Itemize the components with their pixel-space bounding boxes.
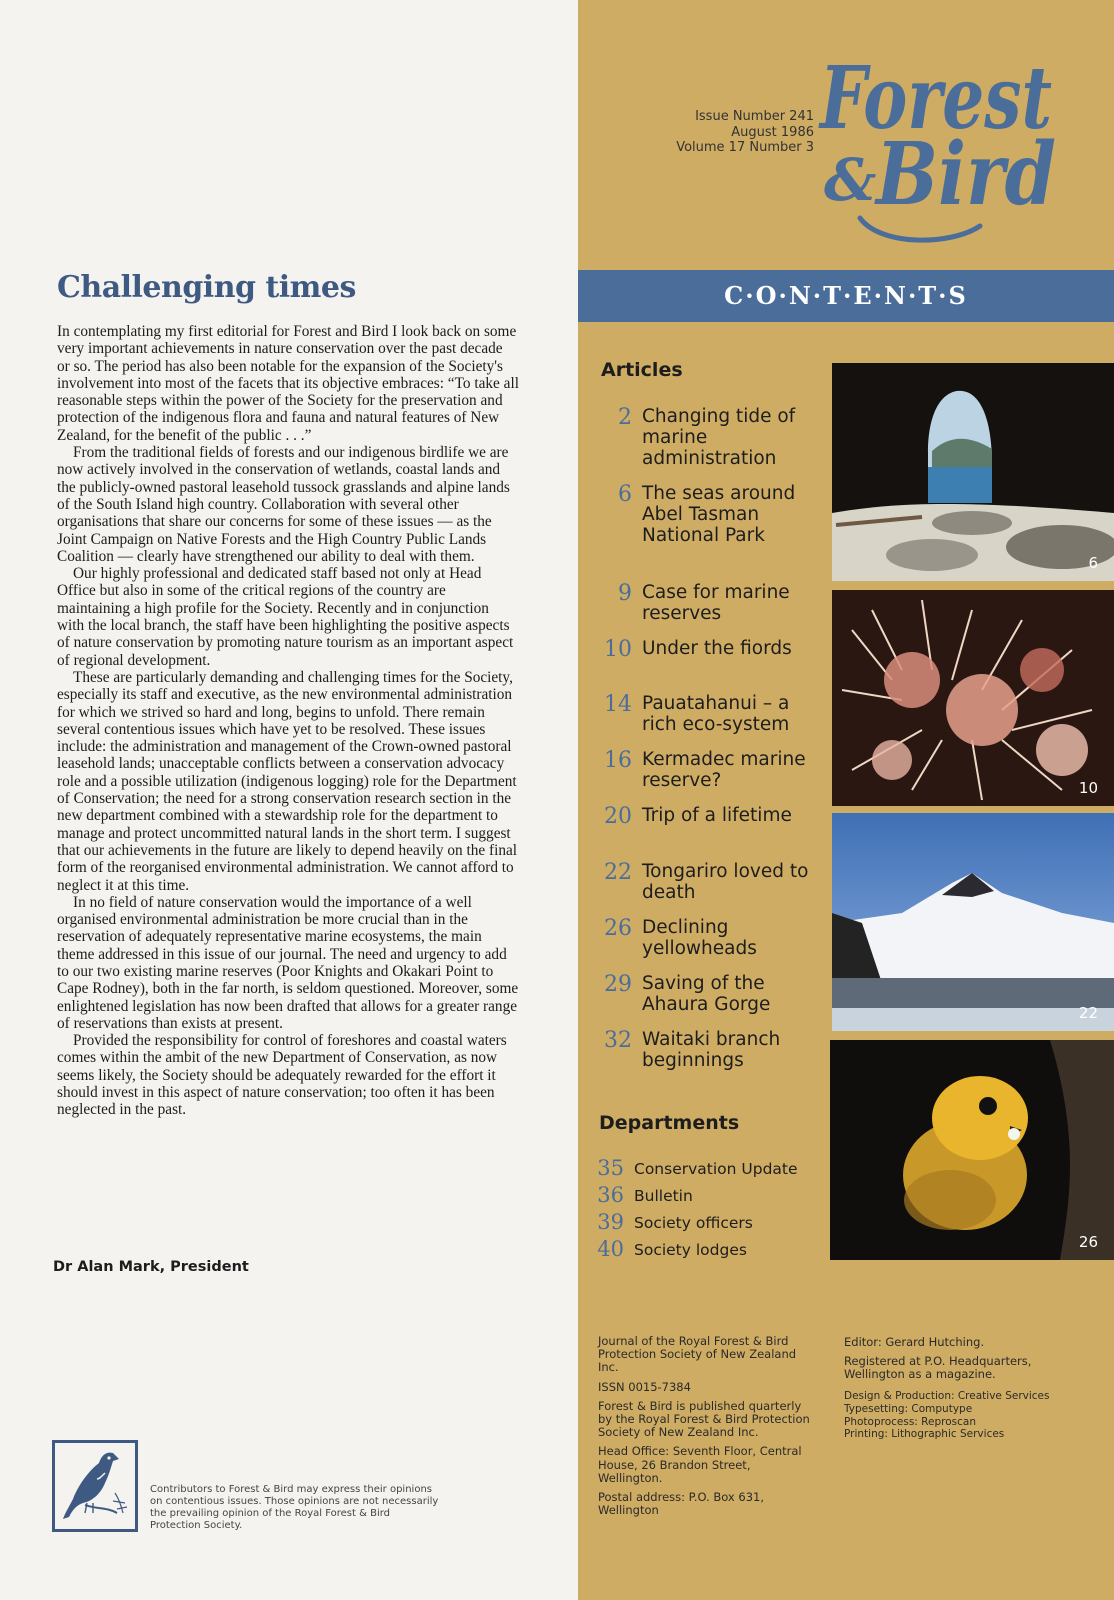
issue-date: August 1986 <box>731 124 814 140</box>
editorial-paragraph: These are particularly demanding and challenging times for the Society, especially its staff and executive, as the new environmental administration for which we strived so hard and long, begins to unfold. There remain several contentious issues which have yet to be resolved. These issues include: the administration and management of the Crown-owned pastoral leasehold lands; unacceptable conflicts between a conservation advocacy role and a possible utilization (indigenous logging) role for the Department of Conservation; the need for a strong conservation research section in the new department combined with a stewardship role for the department to manage and protect uncommitted natural lands in the short term. I suggest that our achievements in the future are likely to depend heavily on the final form of the reorganised environmental administration. We cannot afford to neglect it at this time. <box>57 668 518 894</box>
article-title: Under the fiords <box>642 638 792 659</box>
article-page-number: 16 <box>604 748 632 773</box>
svg-text:Bird: Bird <box>873 124 1056 225</box>
tui-bird-icon <box>55 1443 135 1529</box>
svg-text:Forest: Forest <box>817 48 1052 149</box>
article-title: Trip of a lifetime <box>642 805 792 826</box>
departments-heading: Departments <box>599 1112 740 1134</box>
article-page-number: 32 <box>604 1028 632 1053</box>
department-entry[interactable] <box>594 1158 834 1180</box>
editorial-paragraph: In no field of nature conservation would the importance of a well organised environmental administration be more crucial than in the reservation of adequately representative marine ecosystems, the main theme addressed in this issue of our journal. The need and urgency to add to our two existing marine reserves (Poor Knights and Okakari Point to Cape Rodney), both in the far north, is seldom questioned. Moreover, some enlightened legislation has now been drafted that allows for a greater range of reservations than exists at present. <box>57 893 519 1032</box>
colophon-registered: Registered at P.O. Headquarters, Wellington as a magazine. <box>844 1354 1032 1382</box>
editorial-paragraph: Provided the responsibility for control of foreshores and coastal waters comes within the ambit of the new Department of Conservation, as now seems likely, the Society should be adequately rewarded for the effort it should invest in this aspect of nature conservation; too often it has been neglected in the past. <box>57 1032 507 1119</box>
article-page-number: 10 <box>604 637 632 662</box>
department-title: Bulletin <box>634 1187 693 1205</box>
contributors-disclaimer: Contributors to Forest & Bird may express their opinions on contentious issues. Those opinions are not necessarily the prevailing opinion of the Royal Forest & Bird Protection Society. <box>150 1484 439 1531</box>
photo-page-label: 26 <box>1078 1233 1098 1251</box>
colophon-design: Design & Production: Creative Services <box>844 1390 1050 1402</box>
issue-volume: Volume 17 Number 3 <box>676 140 814 155</box>
photo-page-label: 22 <box>1078 1004 1098 1022</box>
department-page-number: 36 <box>597 1183 624 1207</box>
article-title: Waitaki branch beginnings <box>642 1029 781 1071</box>
photo-yellowhead <box>830 1040 1114 1260</box>
department-entry[interactable] <box>594 1185 834 1207</box>
article-page-number: 2 <box>618 405 632 430</box>
photo-mountain <box>832 813 1114 1031</box>
issue-info <box>640 109 814 156</box>
article-page-number: 6 <box>618 482 632 507</box>
colophon-editorial <box>844 1336 1074 1388</box>
article-title: Kermadec marine reserve? <box>642 749 806 791</box>
department-page-number: 40 <box>597 1237 624 1261</box>
colophon-typesetting: Typesetting: Computype <box>844 1402 973 1415</box>
colophon-postal: Postal address: P.O. Box 631, Wellington <box>598 1490 765 1518</box>
article-page-number: 14 <box>604 692 632 717</box>
colophon-journal: Journal of the Royal Forest & Bird Protection Society of New Zealand Inc. <box>598 1334 797 1375</box>
article-title: The seas around Abel Tasman National Park <box>642 483 796 546</box>
editorial-body <box>57 323 519 1119</box>
issue-number: Issue Number 241 <box>695 109 814 124</box>
society-emblem <box>52 1440 138 1532</box>
department-entry[interactable] <box>594 1212 834 1234</box>
article-page-number: 26 <box>604 916 632 941</box>
colophon-production <box>844 1390 1084 1441</box>
editorial-signature: Dr Alan Mark, President <box>53 1259 249 1275</box>
department-title: Society officers <box>634 1214 753 1232</box>
editorial-paragraph: From the traditional fields of forests and our indigenous birdlife we are now actively involved in the conservation of wetlands, coastal lands and the publicly-owned pastoral leasehold tussock grasslands and alpine lands of the South Island high country. Collaboration with several other organisations that share our concerns for some of these issues — as the Joint Campaign on Native Forests and the High Country Public Lands Coalition — clearly have strengthened our ability to deal with them. <box>57 444 510 565</box>
colophon-printing: Printing: Lithographic Services <box>844 1428 1005 1441</box>
article-page-number: 9 <box>618 581 632 606</box>
articles-heading: Articles <box>601 359 683 381</box>
department-title: Conservation Update <box>634 1160 798 1178</box>
editorial-title: Challenging times <box>57 270 356 305</box>
department-entry[interactable] <box>594 1239 834 1261</box>
photo-page-label: 10 <box>1078 779 1098 797</box>
article-page-number: 29 <box>604 972 632 997</box>
department-page-number: 39 <box>597 1210 624 1234</box>
article-title: Declining yellowheads <box>642 917 757 959</box>
department-title: Society lodges <box>634 1241 747 1259</box>
colophon-head-office: Head Office: Seventh Floor, Central House, 26 Brandon Street, Wellington. <box>598 1444 802 1485</box>
article-title: Saving of the Ahaura Gorge <box>642 973 771 1015</box>
article-page-number: 20 <box>604 804 632 829</box>
svg-text:&: & <box>824 146 877 214</box>
editorial-paragraph: In contemplating my first editorial for Forest and Bird I look back on some very important achievements in nature conservation over the past decade or so. The period has also been notable for the expansion of the Society's involvement into most of the facets that its objective embraces: “To take all reasonable steps within the power of the Society for the preservation and protection of the indigenous flora and fauna and natural features of New Zealand, for the benefit of the public . . .” <box>57 323 519 444</box>
article-title: Case for marine reserves <box>642 582 790 624</box>
editorial-paragraph: Our highly professional and dedicated staff based not only at Head Office but also in some of the critical regions of the country are maintaining a high profile for the Society. Recently and in conjunction with the local branch, the staff have been highlighting the positive aspects of nature conservation by promoting nature tourism as an important aspect of regional development. <box>57 565 514 669</box>
photo-coral <box>832 590 1114 806</box>
contents-heading: C·O·N·T·E·N·T·S <box>724 281 968 310</box>
article-page-number: 22 <box>604 860 632 885</box>
department-page-number: 35 <box>597 1156 624 1180</box>
photo-rock-arch <box>832 363 1114 581</box>
colophon-editor: Editor: Gerard Hutching. <box>844 1335 985 1349</box>
photo-page-label: 6 <box>1088 554 1098 572</box>
article-title: Changing tide of marine administration <box>642 406 796 469</box>
colophon-publisher <box>598 1335 813 1523</box>
article-title: Pauatahanui – a rich eco-system <box>642 693 790 735</box>
colophon-photoprocess: Photoprocess: Reproscan <box>844 1415 976 1428</box>
article-title: Tongariro loved to death <box>642 861 809 903</box>
colophon-published: Forest & Bird is published quarterly by the Royal Forest & Bird Protection Society of New Zealand Inc. <box>598 1398 810 1440</box>
colophon-issn: ISSN 0015-7384 <box>598 1379 691 1394</box>
forest-and-bird-logo <box>817 40 1080 250</box>
